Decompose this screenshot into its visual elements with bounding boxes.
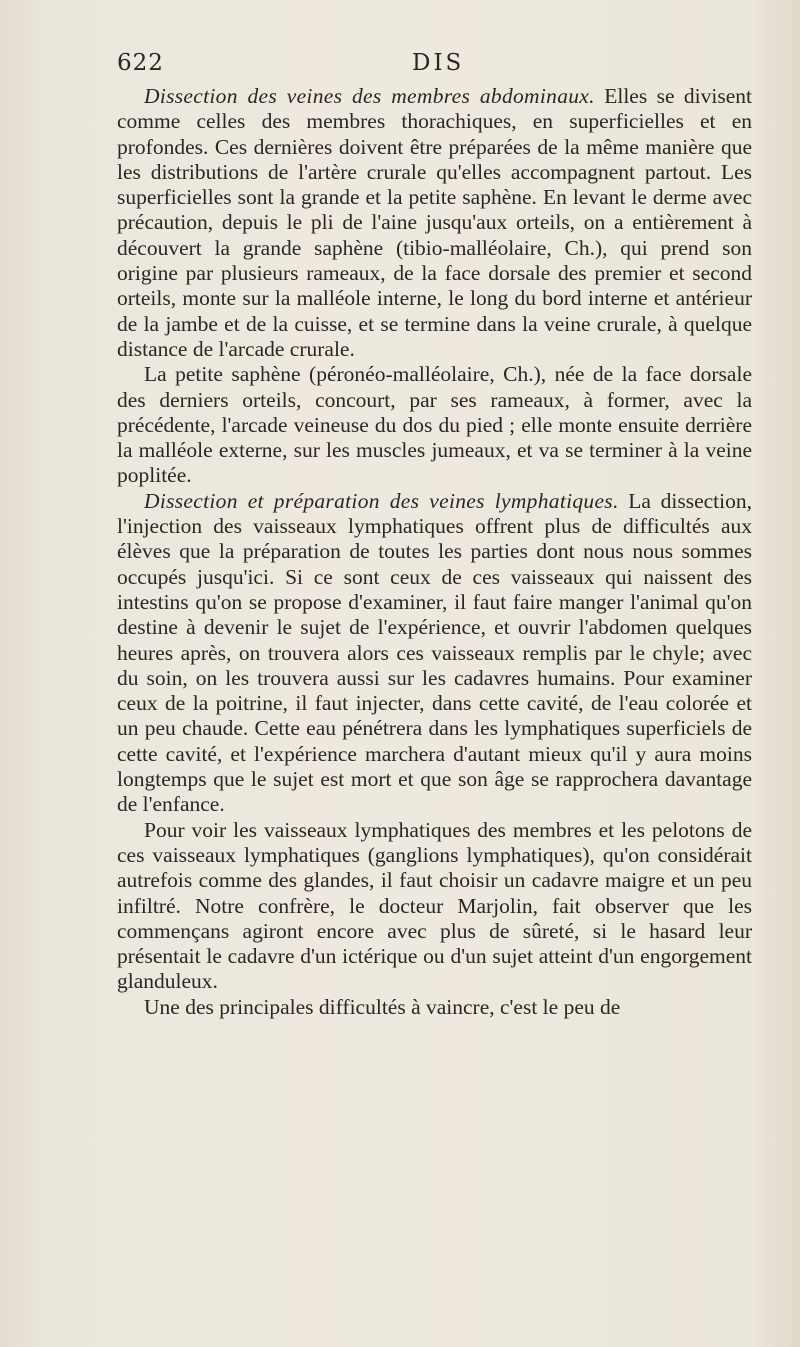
paragraph xyxy=(117,84,752,362)
body-text xyxy=(117,84,752,1020)
paragraph xyxy=(117,818,752,995)
paragraph-text: La dissection, l'injection des vaisseaux lymphatiques offrent plus de difficultés aux élèves que la préparation de toutes les parties dont nous nous sommes occupés jusqu'ici. Si ce sont ceux de ces vaisseaux qui naissent des intestins qu'on se propose d'examiner, il faut faire manger l'animal qu'on destine à devenir le sujet de l'expérience, et ouvrir l'abdomen quelques heures après, on trouvera alors ces vaisseaux remplis par le chyle; avec du soin, on les trouvera aussi sur les cadavres humains. Pour examiner ceux de la poitrine, il faut injecter, dans cette cavité, de l'eau colorée et un peu chaude. Cette eau pénétrera dans les lymphatiques superficiels de cette cavité, et l'expérience marchera d'autant mieux qu'il y aura moins longtemps que le sujet est mort et que son âge se rapprochera davantage de l'enfance. xyxy=(117,488,752,817)
paragraph-text: Pour voir les vaisseaux lymphatiques des membres et les pelotons de ces vaisseaux lymphatiques (ganglions lymphatiques), qu'on considérait autrefois comme des glandes, il faut choisir un cadavre maigre et un peu infiltré. Notre confrère, le docteur Marjolin, fait observer que les commençans agiront encore avec plus de sûreté, si le hasard leur présentait le cadavre d'un ictérique ou d'un sujet atteint d'un engorgement glanduleux. xyxy=(117,817,752,994)
paragraph-lead: Dissection et préparation des veines lymphatiques. xyxy=(144,488,619,513)
paragraph xyxy=(117,995,752,1020)
paragraph xyxy=(117,489,752,818)
paragraph-lead: Dissection des veines des membres abdominaux. xyxy=(144,84,595,108)
paragraph-text: Elles se divisent comme celles des membres thorachiques, en superficielles et en profondes. Ces dernières doivent être préparées de la même manière que les distributions de l'artère crurale qu'elles accompagnent partout. Les superficielles sont la grande et la petite saphène. En levant le derme avec précaution, depuis le pli de l'aine jusqu'aux orteils, on a entièrement à découvert la grande saphène (tibio-malléolaire, Ch.), qui prend son origine par plusieurs rameaux, de la face dorsale des premier et second orteils, monte sur la malléole interne, le long du bord interne et antérieur de la jambe et de la cuisse, et se termine dans la veine crurale, à quelque distance de l'arcade crurale. xyxy=(117,84,752,361)
paragraph-text: La petite saphène (péronéo-malléolaire, Ch.), née de la face dorsale des derniers orteils, concourt, par ses rameaux, à former, avec la précédente, l'arcade veineuse du dos du pied ; elle monte ensuite derrière la malléole externe, sur les muscles jumeaux, et va se terminer à la veine poplitée. xyxy=(117,362,752,488)
page-header xyxy=(117,50,757,80)
paragraph-text: Une des principales difficultés à vaincre, c'est le peu de xyxy=(144,994,621,1019)
page-number: 622 xyxy=(117,50,164,76)
paragraph xyxy=(117,362,752,488)
running-head: DIS xyxy=(412,50,465,76)
